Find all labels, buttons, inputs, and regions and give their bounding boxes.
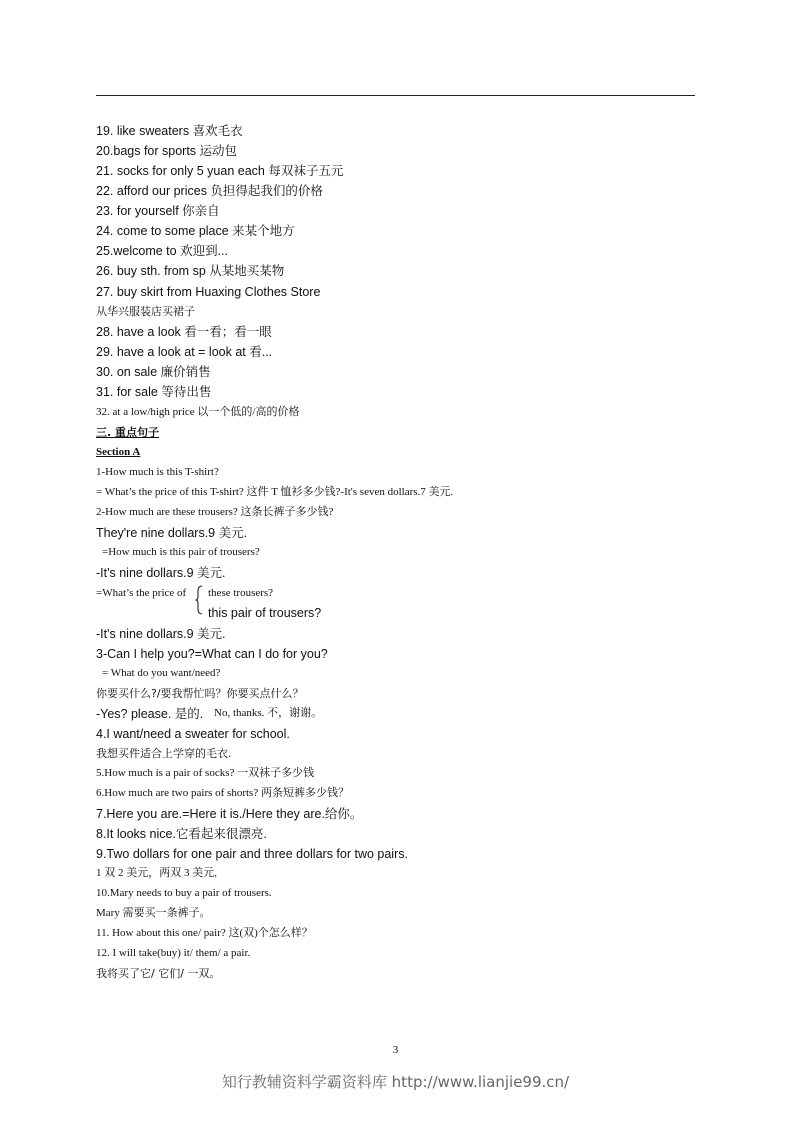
phrase-line: 29. have a look at = look at 看... [96, 345, 273, 359]
sentence-line: 7.Here you are.=Here it is./Here they are.给你。 [96, 807, 363, 821]
header-rule [96, 95, 695, 96]
sentence-line: No, thanks. 不，谢谢。 [214, 707, 323, 719]
section-heading: 三. 重点句子 [96, 426, 160, 439]
sentence-line: -It's nine dollars.9 美元. [96, 566, 226, 580]
phrase-line: 26. buy sth. from sp 从某地买某物 [96, 264, 285, 278]
sentence-line: 1-How much is this T-shirt? [96, 466, 219, 478]
sentence-line: 我将买了它/ 它们/ 一双。 [96, 967, 221, 980]
phrase-line: 25.welcome to 欢迎到... [96, 244, 228, 258]
sentence-line: They're nine dollars.9 美元. [96, 526, 248, 540]
phrase-line: 30. on sale 廉价销售 [96, 365, 211, 379]
sentence-line: =What’s the price of [96, 587, 187, 599]
sentence-line: 8.It looks nice.它看起来很漂亮. [96, 827, 267, 841]
sentence-line: Mary 需要买一条裤子。 [96, 907, 211, 919]
sentence-line: 10.Mary needs to buy a pair of trousers. [96, 887, 272, 899]
phrase-line: 19. like sweaters 喜欢毛衣 [96, 124, 243, 138]
sentence-line: this pair of trousers? [208, 606, 322, 620]
sentence-line: 6.How much are two pairs of shorts? 两条短裤多少钱？ [96, 787, 349, 799]
sentence-line: 11. How about this one/ pair? 这(双)个怎么样？ [96, 927, 313, 939]
page-number: 3 [392, 1044, 399, 1056]
phrase-line: 27. buy skirt from Huaxing Clothes Store [96, 285, 321, 299]
phrase-line: 23. for yourself 你亲自 [96, 204, 220, 218]
phrase-line: 从华兴服装店买裙子 [96, 305, 195, 318]
sentence-line: 2-How much are these trousers? 这条长裤子多少钱? [96, 506, 334, 518]
sentence-line: 9.Two dollars for one pair and three dollars for two pairs. [96, 847, 408, 861]
sentence-line: -It's nine dollars.9 美元. [96, 627, 226, 641]
sentence-line: 4.I want/need a sweater for school. [96, 727, 290, 741]
sentence-line: 1 双 2 美元，两双 3 美元, [96, 867, 217, 879]
sentence-line: 12. I will take(buy) it/ them/ a pair. [96, 947, 251, 959]
sentence-line: 3-Can I help you?=What can I do for you? [96, 647, 328, 661]
phrase-line: 28. have a look 看一看；看一眼 [96, 325, 272, 339]
sentence-line: these trousers? [208, 587, 274, 599]
sentence-line: =How much is this pair of trousers? [102, 546, 260, 558]
brace-icon [195, 585, 203, 615]
sentence-line: 我想买件适合上学穿的毛衣. [96, 747, 232, 760]
sentence-line: 你要买什么?/要我帮忙吗？你要买点什么？ [96, 687, 304, 700]
sentence-line: = What’s the price of this T-shirt? 这件 T 恤衫多少钱?-It's seven dollars.7 美元. [96, 486, 454, 498]
phrase-line: 22. afford our prices 负担得起我们的价格 [96, 184, 323, 198]
sentence-line: = What do you want/need? [102, 667, 221, 679]
phrase-line: 24. come to some place 来某个地方 [96, 224, 295, 238]
sentence-line: 5.How much is a pair of socks? 一双袜子多少钱 [96, 767, 315, 779]
phrase-line: 20.bags for sports 运动包 [96, 144, 238, 158]
sentence-line: -Yes? please. 是的. [96, 707, 204, 721]
phrase-line: 21. socks for only 5 yuan each 每双袜子五元 [96, 164, 344, 178]
phrase-line: 31. for sale 等待出售 [96, 385, 212, 399]
phrase-line: 32. at a low/high price 以一个低的/高的价格 [96, 406, 300, 418]
footer-watermark: 知行教辅资料学霸资料库 http://www.lianjie99.cn/ [221, 1073, 570, 1091]
subsection-heading: Section A [96, 446, 141, 458]
